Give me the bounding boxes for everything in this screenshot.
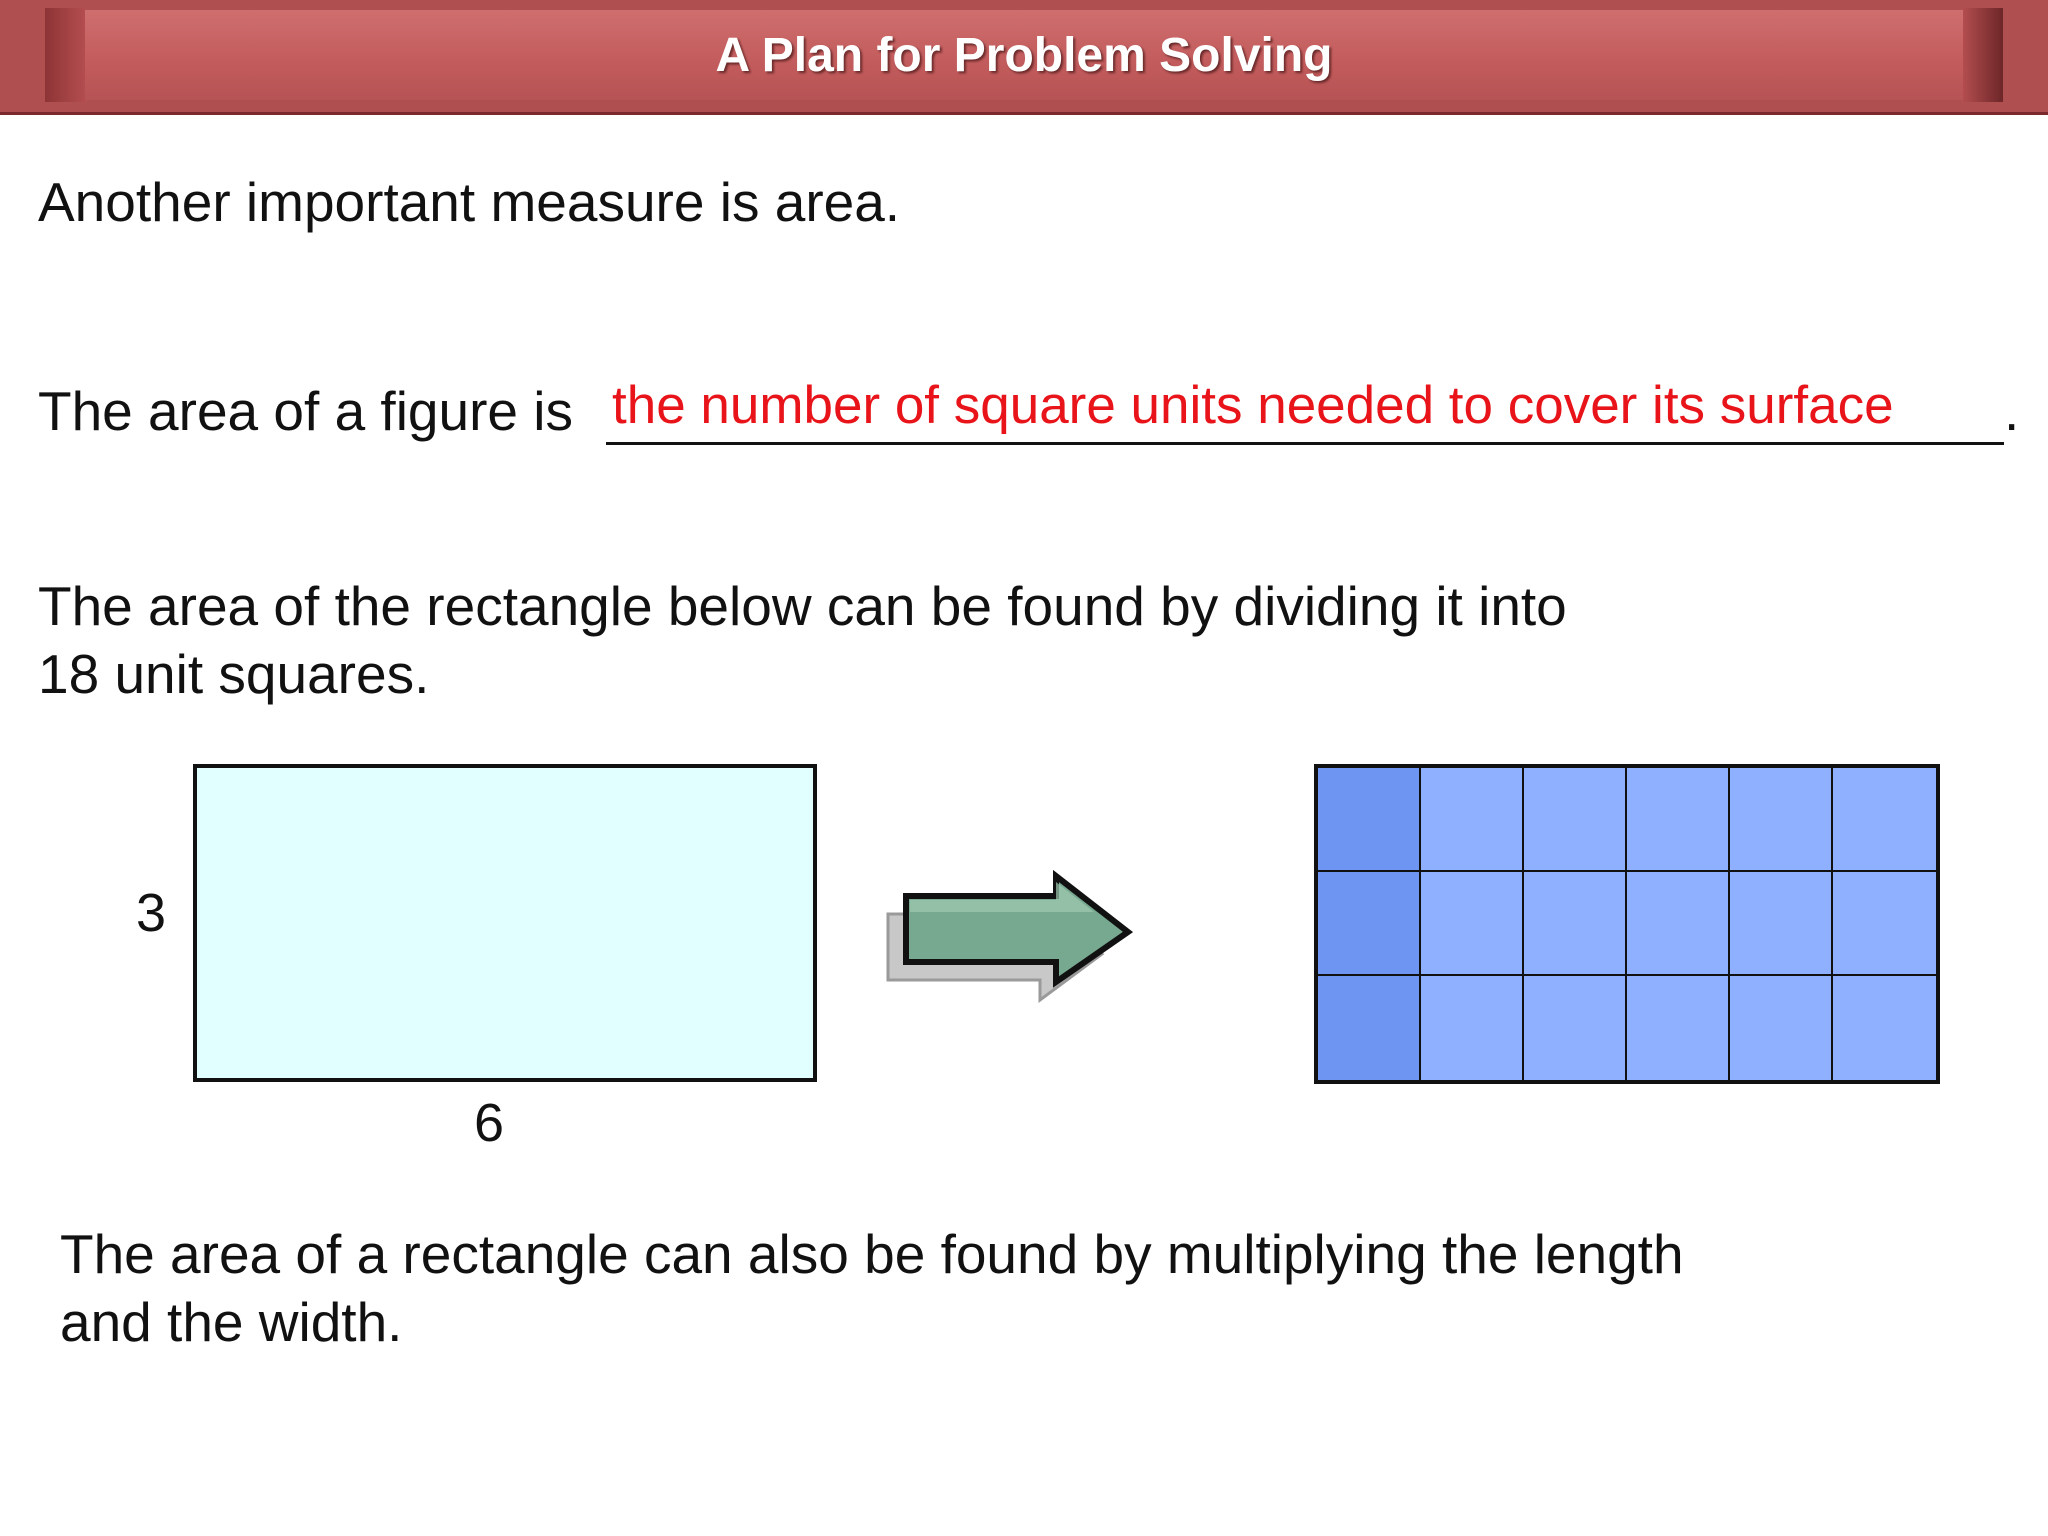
multiply-text-line2: and the width.	[60, 1291, 403, 1353]
unit-squares-text-line2: 18 unit squares.	[38, 643, 430, 705]
unit-square	[1524, 976, 1627, 1080]
unit-square	[1730, 872, 1833, 976]
unit-square	[1833, 872, 1936, 976]
unit-square	[1524, 872, 1627, 976]
unit-square	[1524, 768, 1627, 872]
right-arrow-icon	[880, 870, 1140, 1010]
unit-square	[1833, 976, 1936, 1080]
unit-square	[1730, 976, 1833, 1080]
unit-square	[1833, 768, 1936, 872]
title-banner	[0, 0, 2048, 115]
unit-square	[1627, 976, 1730, 1080]
unit-square	[1627, 768, 1730, 872]
definition-answer: the number of square units needed to cover its surface	[612, 376, 1894, 435]
multiply-text-line1: The area of a rectangle can also be found by multiplying the length	[60, 1223, 1684, 1285]
rect-height-label: 3	[136, 883, 167, 943]
unit-square	[1421, 976, 1524, 1080]
answer-blank-line	[606, 442, 2004, 445]
plain-rectangle	[193, 764, 817, 1082]
unit-square	[1421, 768, 1524, 872]
unit-square	[1421, 872, 1524, 976]
rect-width-label: 6	[474, 1093, 505, 1153]
unit-square	[1318, 872, 1421, 976]
unit-square	[1318, 768, 1421, 872]
unit-square	[1627, 872, 1730, 976]
unit-square	[1318, 976, 1421, 1080]
intro-text: Another important measure is area.	[38, 171, 901, 233]
slide-title: A Plan for Problem Solving	[715, 29, 1333, 82]
unit-square	[1730, 768, 1833, 872]
unit-square-grid	[1314, 764, 1940, 1084]
definition-period: .	[2004, 380, 2020, 442]
definition-prefix: The area of a figure is	[38, 380, 574, 442]
unit-squares-text-line1: The area of the rectangle below can be found by dividing it into	[38, 575, 1567, 637]
